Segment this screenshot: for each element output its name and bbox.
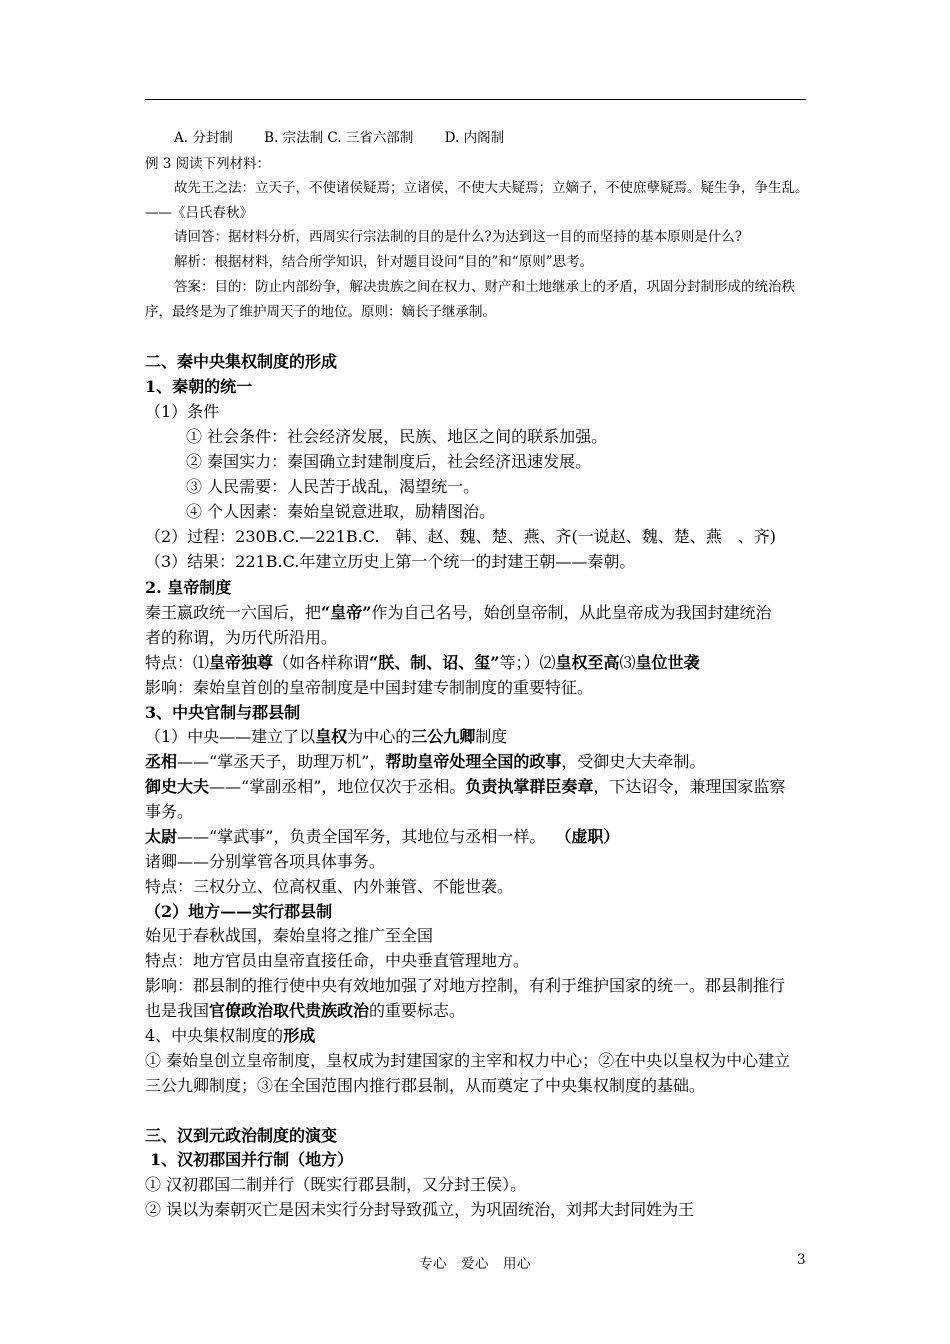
emperor-paragraph: 秦王嬴政统一六国后，把“皇帝”作为自己名号，始创皇帝制，从此皇帝成为我国封建统治 bbox=[145, 603, 772, 622]
condition-item: ④ 个人因素：秦始皇锐意进取，励精图治。 bbox=[186, 502, 496, 521]
censor-line-cont: 事务。 bbox=[145, 802, 194, 821]
example-3-answer-cont: 序，最终是为了维护周天子的地位。原则：嫡长子继承制。 bbox=[145, 304, 496, 320]
unification-result: （3）结果：221B.C.年建立历史上第一个统一的封建王朝——秦朝。 bbox=[145, 552, 636, 571]
subsection-formation: 4、中央集权制度的形成 bbox=[145, 1026, 316, 1045]
example-3-analysis: 解析：根据材料，结合所学知识，针对题目设问“目的”和“原则”思考。 bbox=[174, 254, 594, 270]
example-3-question: 请回答：据材料分析，西周实行宗法制的目的是什么?为达到这一目的而坚持的基本原则是什么? bbox=[174, 229, 742, 245]
chancellor-line: 丞相——“掌丞天子，助理万机”，帮助皇帝处理全国的政事，受御史大夫牵制。 bbox=[145, 752, 706, 771]
section-2-heading: 二、秦中央集权制度的形成 bbox=[145, 352, 338, 371]
han-item: ② 误以为秦朝灭亡是因未实行分封导致孤立，为巩固统治，刘邦大封同姓为王 bbox=[145, 1200, 695, 1219]
ministers-line: 诸卿——分别掌管各项具体事务。 bbox=[145, 852, 386, 871]
subsection-emperor-system: 2. 皇帝制度 bbox=[145, 578, 232, 597]
footer-motto: 专心 爱心 用心 bbox=[419, 1256, 531, 1272]
han-item: ① 汉初郡国二制并行（既实行郡县制，又分封王侯）。 bbox=[145, 1175, 527, 1194]
example-3-answer: 答案：目的：防止内部纷争，解决贵族之间在权力、财产和土地继承上的矛盾，巩固分封制形成的统治秩 bbox=[174, 279, 795, 295]
conditions-label: （1）条件 bbox=[145, 402, 220, 421]
emperor-paragraph-cont: 者的称谓，为历代所沿用。 bbox=[145, 628, 338, 647]
condition-item: ③ 人民需要：人民苦于战乱，渴望统一。 bbox=[186, 477, 480, 496]
county-influence: 影响：郡县制的推行使中央有效地加强了对地方控制，有利于维护国家的统一。郡县制推行 bbox=[145, 976, 786, 995]
emperor-features: 特点：⑴皇帝独尊（如各样称谓“朕、制、诏、玺”等；）⑵皇权至高⑶皇位世袭 bbox=[145, 653, 700, 672]
subsection-qin-unification: 1、秦朝的统一 bbox=[145, 377, 253, 396]
unification-process: （2）过程：230B.C.—221B.C. 韩、赵、魏、楚、燕、齐(一说赵、魏、楚、燕 、齐) bbox=[145, 527, 776, 546]
censor-line: 御史大夫——“掌副丞相”，地位仅次于丞相。负责执掌群臣奏章，下达诏令，兼理国家监察 bbox=[145, 777, 786, 796]
subsection-han-system: 1、汉初郡国并行制（地方） bbox=[150, 1150, 354, 1169]
example-3-quote: 故先王之法：立天子，不使诸侯疑焉；立诸侯，不使大夫疑焉；立嫡子，不使庶孽疑焉。疑生争，争生乱。 bbox=[174, 180, 809, 196]
condition-item: ② 秦国实力：秦国确立封建制度后，社会经济迅速发展。 bbox=[186, 452, 592, 471]
county-features: 特点：地方官员由皇帝直接任命，中央垂直管理地方。 bbox=[145, 951, 530, 970]
condition-item: ① 社会条件：社会经济发展，民族、地区之间的联系加强。 bbox=[186, 427, 608, 446]
example-3-title: 例 3 阅读下列材料： bbox=[145, 156, 271, 172]
formation-paragraph-cont: 三公九卿制度；③在全国范围内推行郡县制，从而奠定了中央集权制度的基础。 bbox=[145, 1076, 706, 1095]
central-government: （1）中央——建立了以皇权为中心的三公九卿制度 bbox=[145, 727, 508, 746]
county-origin: 始见于春秋战国，秦始皇将之推广至全国 bbox=[145, 926, 434, 945]
example-3-source: ——《吕氏春秋》 bbox=[145, 205, 253, 221]
county-influence-cont: 也是我国官僚政治取代贵族政治的重要标志。 bbox=[145, 1001, 466, 1020]
formation-paragraph: ① 秦始皇创立皇帝制度，皇权成为封建国家的主宰和权力中心；②在中央以皇权为中心建立 bbox=[145, 1051, 791, 1070]
central-features: 特点：三权分立、位高权重、内外兼管、不能世袭。 bbox=[145, 877, 514, 896]
header-rule bbox=[145, 99, 806, 100]
emperor-influence: 影响：秦始皇首创的皇帝制度是中国封建专制制度的重要特征。 bbox=[145, 678, 594, 697]
section-3-heading: 三、汉到元政治制度的演变 bbox=[145, 1126, 338, 1145]
question-options: A. 分封制 B. 宗法制 C. 三省六部制 D. 内阁制 bbox=[174, 130, 505, 146]
subsection-central-and-county: 3、中央官制与郡县制 bbox=[145, 703, 301, 722]
page-number: 3 bbox=[797, 1252, 806, 1268]
grand-commandant-line: 太尉——“掌武事”，负责全国军务，其地位与丞相一样。 （虚职） bbox=[145, 827, 620, 846]
local-government-heading: （2）地方——实行郡县制 bbox=[145, 902, 333, 921]
